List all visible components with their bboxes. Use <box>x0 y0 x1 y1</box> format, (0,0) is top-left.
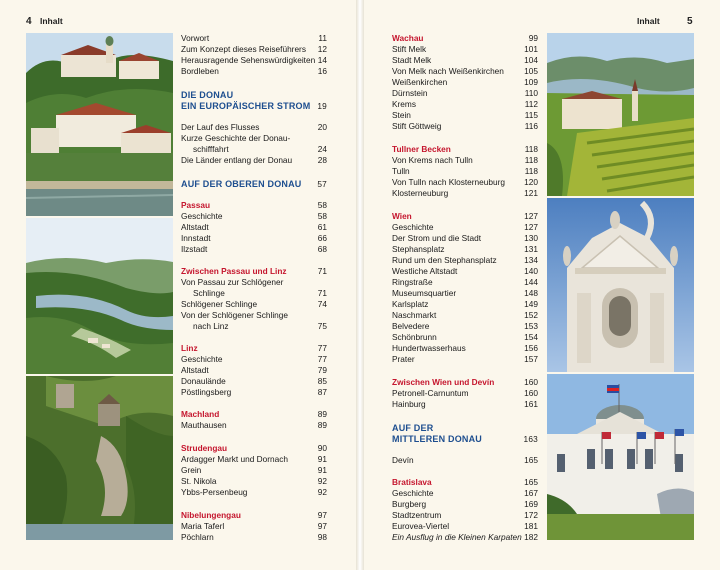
palace-flags-photo <box>547 374 694 540</box>
toc-entry[interactable]: Ilzstadt 68 <box>181 244 327 254</box>
toc-part-heading[interactable]: AUF DER <box>392 423 434 433</box>
toc-section-heading[interactable]: Bratislava 165 <box>392 477 538 487</box>
toc-entry[interactable]: St. Nikola 92 <box>181 476 327 486</box>
toc-entry[interactable]: Innstadt 66 <box>181 233 327 243</box>
toc-entry[interactable]: Prater 157 <box>392 354 538 364</box>
toc-part-heading[interactable]: DIE DONAU <box>181 90 234 100</box>
toc-entry[interactable]: Krems 112 <box>392 99 538 109</box>
toc-part-heading[interactable]: MITTLEREN DONAU 163 <box>392 434 538 444</box>
toc-entry[interactable]: Geschichte 77 <box>181 354 327 364</box>
toc-entry[interactable]: Geschichte 58 <box>181 211 327 221</box>
toc-entry[interactable]: schifffahrt 24 <box>193 144 327 154</box>
toc-entry[interactable]: Der Lauf des Flusses 20 <box>181 122 327 132</box>
toc-entry[interactable]: Stift Göttweig 116 <box>392 121 538 131</box>
toc-entry[interactable]: Rund um den Stephansplatz 134 <box>392 255 538 265</box>
running-head-right: Inhalt <box>637 16 660 26</box>
toc-section-heading[interactable]: Wachau 99 <box>392 33 538 43</box>
toc-entry[interactable]: Pöstlingsberg 87 <box>181 387 327 397</box>
toc-entry[interactable]: Petronell-Carnuntum 160 <box>392 388 538 398</box>
toc-entry[interactable]: Schlinge 71 <box>193 288 327 298</box>
toc-entry[interactable]: Von Melk nach Weißenkirchen 105 <box>392 66 538 76</box>
toc-entry[interactable]: Klosterneuburg 121 <box>392 188 538 198</box>
toc-entry[interactable]: Donaulände 85 <box>181 376 327 386</box>
toc-entry[interactable]: Altstadt 61 <box>181 222 327 232</box>
toc-entry[interactable]: Tulln 118 <box>392 166 538 176</box>
riverside-town-photo <box>26 33 173 216</box>
vineyard-village-photo <box>547 33 694 196</box>
toc-entry[interactable]: Der Strom und die Stadt 130 <box>392 233 538 243</box>
toc-entry[interactable]: Kurze Geschichte der Donau- <box>181 133 291 143</box>
toc-entry[interactable]: Geschichte 167 <box>392 488 538 498</box>
toc-section-heading[interactable]: Strudengau 90 <box>181 443 327 453</box>
toc-section-heading[interactable]: Zwischen Wien und Devín 160 <box>392 377 538 387</box>
toc-entry[interactable]: Stadt Melk 104 <box>392 55 538 65</box>
toc-entry[interactable]: Grein 91 <box>181 465 327 475</box>
toc-entry[interactable]: Dürnstein 110 <box>392 88 538 98</box>
toc-entry[interactable]: Belvedere 153 <box>392 321 538 331</box>
toc-entry[interactable]: nach Linz 75 <box>193 321 327 331</box>
toc-entry[interactable]: Naschmarkt 152 <box>392 310 538 320</box>
toc-entry[interactable]: Ringstraße 144 <box>392 277 538 287</box>
toc-entry[interactable]: Von Passau zur Schlögener <box>181 277 284 287</box>
toc-entry[interactable]: Schlögener Schlinge 74 <box>181 299 327 309</box>
toc-section-heading[interactable]: Zwischen Passau und Linz 71 <box>181 266 327 276</box>
toc-entry[interactable]: Hainburg 161 <box>392 399 538 409</box>
toc-part-heading[interactable]: EIN EUROPÄISCHER STROM 19 <box>181 101 327 111</box>
toc-entry[interactable]: Altstadt 79 <box>181 365 327 375</box>
book-gutter <box>356 0 364 570</box>
toc-entry[interactable]: Burgberg 169 <box>392 499 538 509</box>
left-page <box>0 0 356 570</box>
toc-entry[interactable]: Maria Taferl 97 <box>181 521 327 531</box>
toc-entry[interactable]: Stadtzentrum 172 <box>392 510 538 520</box>
page-number-right: 5 <box>687 16 693 27</box>
toc-entry[interactable]: Stift Melk 101 <box>392 44 538 54</box>
toc-entry[interactable]: Devín 165 <box>392 455 538 465</box>
danube-bend-photo <box>26 218 173 374</box>
page-number-left: 4 <box>26 16 32 27</box>
baroque-church-photo <box>547 198 694 372</box>
toc-entry[interactable]: Ardagger Markt und Dornach 91 <box>181 454 327 464</box>
toc-entry[interactable]: Von der Schlögener Schlinge <box>181 310 289 320</box>
toc-entry[interactable]: Pöchlarn 98 <box>181 532 327 542</box>
toc-section-heading[interactable]: Wien 127 <box>392 211 538 221</box>
toc-entry[interactable]: Bordleben 16 <box>181 66 327 76</box>
toc-entry[interactable]: Karlsplatz 149 <box>392 299 538 309</box>
toc-entry[interactable]: Stephansplatz 131 <box>392 244 538 254</box>
toc-section-heading[interactable]: Tullner Becken 118 <box>392 144 538 154</box>
toc-entry[interactable]: Weißenkirchen 109 <box>392 77 538 87</box>
toc-entry[interactable]: Vorwort 11 <box>181 33 327 43</box>
toc-entry[interactable]: Ein Ausflug in die Kleinen Karpaten 182 <box>392 532 538 542</box>
toc-entry[interactable]: Von Tulln nach Klosterneuburg 120 <box>392 177 538 187</box>
toc-entry[interactable]: Die Länder entlang der Donau 28 <box>181 155 327 165</box>
toc-section-heading[interactable]: Nibelungengau 97 <box>181 510 327 520</box>
toc-section-heading[interactable]: Passau 58 <box>181 200 327 210</box>
toc-entry[interactable]: Stein 115 <box>392 110 538 120</box>
castle-ruin-photo <box>26 376 173 540</box>
toc-entry[interactable]: Herausragende Sehenswürdigkeiten 14 <box>181 55 327 65</box>
toc-entry[interactable]: Eurovea-Viertel 181 <box>392 521 538 531</box>
running-head-left: Inhalt <box>40 16 63 26</box>
toc-entry[interactable]: Von Krems nach Tulln 118 <box>392 155 538 165</box>
toc-entry[interactable]: Zum Konzept dieses Reiseführers 12 <box>181 44 327 54</box>
toc-entry[interactable]: Hundertwasserhaus 156 <box>392 343 538 353</box>
toc-section-heading[interactable]: Linz 77 <box>181 343 327 353</box>
toc-entry[interactable]: Schönbrunn 154 <box>392 332 538 342</box>
toc-entry[interactable]: Westliche Altstadt 140 <box>392 266 538 276</box>
toc-entry[interactable]: Geschichte 127 <box>392 222 538 232</box>
toc-section-heading[interactable]: Machland 89 <box>181 409 327 419</box>
toc-part-heading[interactable]: AUF DER OBEREN DONAU 57 <box>181 179 327 189</box>
toc-entry[interactable]: Ybbs-Persenbeug 92 <box>181 487 327 497</box>
toc-entry[interactable]: Museumsquartier 148 <box>392 288 538 298</box>
right-page <box>364 0 720 570</box>
toc-entry[interactable]: Mauthausen 89 <box>181 420 327 430</box>
